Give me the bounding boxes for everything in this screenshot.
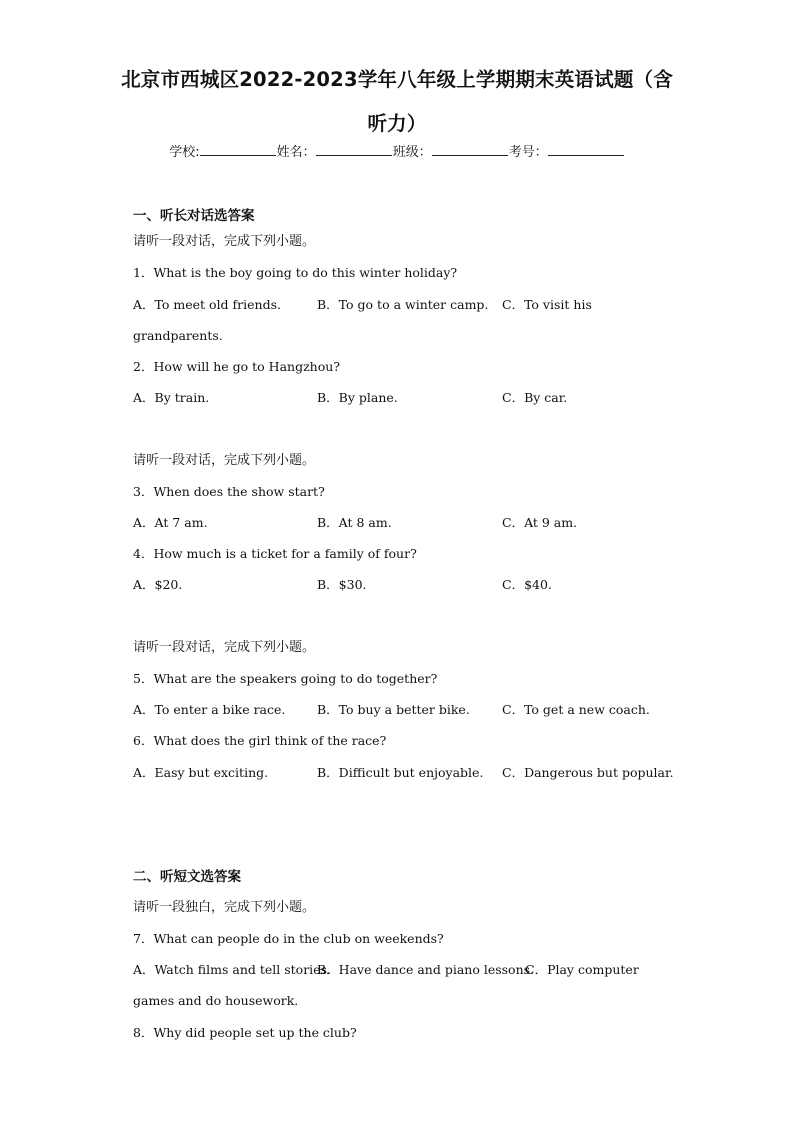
q3-option-b[interactable]: B．At 8 am. [317, 515, 392, 530]
group-instruction-4: 请听一段独白，完成下列小题。 [133, 900, 316, 915]
q5-option-b[interactable]: B．To buy a better bike. [317, 702, 470, 717]
group-instruction-3: 请听一段对话，完成下列小题。 [133, 640, 316, 655]
q7-option-c-continuation: games and do housework. [133, 993, 299, 1008]
q7-option-a[interactable]: A．Watch films and tell stories. [133, 962, 331, 977]
q5-option-a[interactable]: A．To enter a bike race. [133, 702, 286, 717]
q1-option-b[interactable]: B．To go to a winter camp. [317, 297, 489, 312]
question-5: 5．What are the speakers going to do together? [133, 671, 438, 686]
name-blank[interactable] [316, 141, 392, 156]
group-instruction-1: 请听一段对话，完成下列小题。 [133, 234, 316, 249]
student-info-line [0, 141, 794, 164]
q4-option-b[interactable]: B．$30. [317, 577, 367, 592]
number-label: 考号： [508, 145, 548, 160]
question-6: 6．What does the girl think of the race? [133, 733, 387, 748]
q4-option-c[interactable]: C．$40. [502, 577, 552, 592]
page-title-line-1: 北京市西城区2022-2023学年八年级上学期期末英语试题（含 [121, 68, 673, 91]
q2-option-c[interactable]: C．By car. [502, 390, 568, 405]
q3-option-a[interactable]: A．At 7 am. [133, 515, 208, 530]
section-title-1: 一、听长对话选答案 [133, 208, 255, 224]
q2-option-a[interactable]: A．By train. [133, 390, 210, 405]
q7-option-b[interactable]: B．Have dance and piano lessons. [317, 962, 535, 977]
page-title-line-2: 听力） [367, 112, 427, 135]
class-label: 班级： [392, 145, 432, 160]
question-1: 1．What is the boy going to do this winter holiday? [133, 265, 458, 280]
q6-option-a[interactable]: A．Easy but exciting. [133, 765, 269, 780]
question-7: 7．What can people do in the club on weekends? [133, 931, 444, 946]
question-3: 3．When does the show start? [133, 484, 325, 499]
q7-option-c[interactable]: C．Play computer [525, 962, 639, 977]
q6-option-c[interactable]: C．Dangerous but popular. [502, 765, 674, 780]
q1-option-c-continuation: grandparents. [133, 328, 223, 343]
school-blank[interactable] [200, 141, 276, 156]
q1-option-c[interactable]: C．To visit his [502, 297, 592, 312]
section-title-2: 二、听短文选答案 [133, 869, 241, 885]
school-label: 学校: [169, 145, 200, 160]
q3-option-c[interactable]: C．At 9 am. [502, 515, 578, 530]
q4-option-a[interactable]: A．$20. [133, 577, 183, 592]
q5-option-c[interactable]: C．To get a new coach. [502, 702, 650, 717]
group-instruction-2: 请听一段对话，完成下列小题。 [133, 453, 316, 468]
question-4: 4．How much is a ticket for a family of four? [133, 546, 417, 561]
question-8: 8．Why did people set up the club? [133, 1025, 357, 1040]
q2-option-b[interactable]: B．By plane. [317, 390, 398, 405]
q6-option-b[interactable]: B．Difficult but enjoyable. [317, 765, 484, 780]
class-blank[interactable] [432, 141, 508, 156]
name-label: 姓名： [276, 145, 316, 160]
question-2: 2．How will he go to Hangzhou? [133, 359, 340, 374]
q1-option-a[interactable]: A．To meet old friends. [133, 297, 281, 312]
number-blank[interactable] [548, 141, 624, 156]
